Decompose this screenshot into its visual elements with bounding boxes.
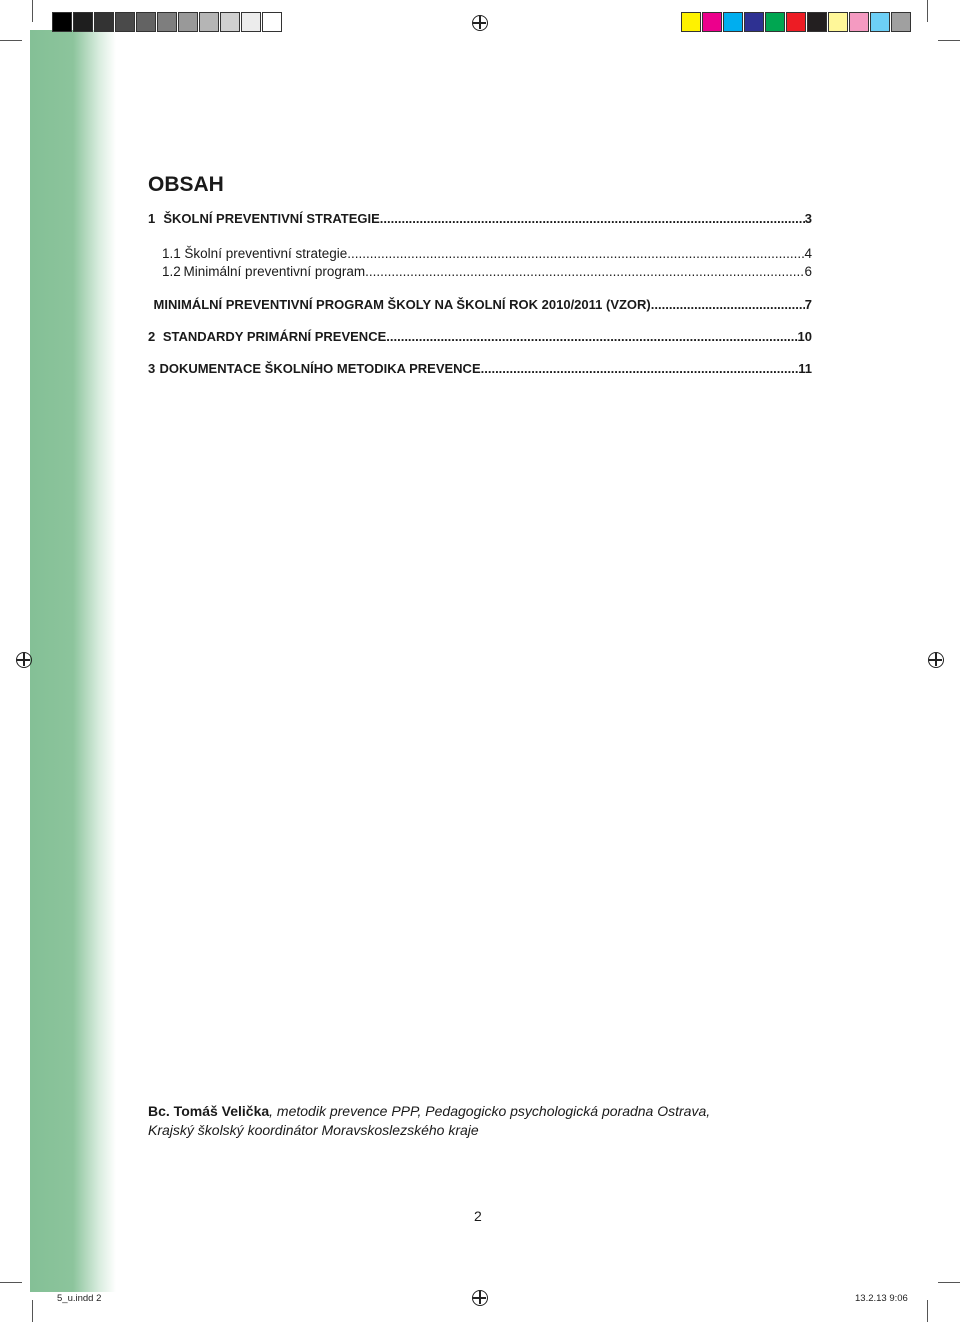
page-number: 2 [474, 1208, 482, 1224]
toc-leader-dots [365, 264, 804, 279]
color-swatch [52, 12, 72, 32]
color-swatch [157, 12, 177, 32]
toc-entry-number: 1 [148, 211, 156, 226]
toc-entry-text: STANDARDY PRIMÁRNÍ PREVENCE [162, 329, 387, 344]
color-swatch [199, 12, 219, 32]
crop-mark [938, 40, 960, 41]
author-role: , metodik prevence PPP, Pedagogicko psychologická poradna Ostrava, [269, 1103, 711, 1119]
toc-entry-page: 3 [804, 211, 812, 226]
toc-entry-page: 10 [797, 329, 812, 344]
crop-mark [927, 0, 928, 22]
registration-mark-icon [472, 15, 488, 31]
color-swatch [136, 12, 156, 32]
toc-leader-dots [347, 246, 804, 261]
color-swatch [870, 12, 890, 32]
author-credit [148, 1102, 788, 1140]
color-swatch [723, 12, 743, 32]
crop-mark [927, 1300, 928, 1322]
author-role-secondary: Krajský školský koordinátor Moravskoslezského kraje [148, 1122, 479, 1138]
color-swatch [849, 12, 869, 32]
color-swatch [786, 12, 806, 32]
color-swatch [241, 12, 261, 32]
toc-entry-page: 4 [804, 246, 812, 261]
process-color-bar [681, 12, 912, 32]
color-swatch [262, 12, 282, 32]
slug-date: 13.2.13 9:06 [855, 1293, 908, 1304]
toc-entry-page: 7 [804, 297, 812, 312]
toc-entry-text: Minimální preventivní program [183, 264, 366, 279]
toc-entry-text: Školní preventivní strategie [184, 246, 348, 261]
color-swatch [681, 12, 701, 32]
crop-mark [0, 1282, 22, 1283]
grayscale-color-bar [52, 12, 283, 32]
toc-leader-dots [386, 329, 797, 344]
toc-title: OBSAH [148, 173, 224, 196]
toc-entry-page: 11 [798, 361, 812, 376]
color-swatch [702, 12, 722, 32]
toc-leader-dots [481, 361, 799, 376]
toc-entry[interactable] [148, 361, 812, 376]
color-swatch [807, 12, 827, 32]
crop-mark [938, 1282, 960, 1283]
toc-entry-number: 1.2 [162, 264, 181, 279]
toc-entry-text: MINIMÁLNÍ PREVENTIVNÍ PROGRAM ŠKOLY NA ŠKOLNÍ ROK 2010/2011 (VZOR) [153, 297, 651, 312]
registration-mark-icon [472, 1290, 488, 1306]
crop-mark [32, 0, 33, 22]
toc-entry[interactable] [162, 246, 812, 261]
registration-mark-icon [16, 652, 32, 668]
color-swatch [178, 12, 198, 32]
decorative-side-bar [30, 30, 116, 1292]
color-swatch [73, 12, 93, 32]
color-swatch [115, 12, 135, 32]
toc-entry-page: 6 [804, 264, 812, 279]
toc-entry[interactable] [148, 329, 812, 344]
registration-mark-icon [928, 652, 944, 668]
toc-leader-dots [380, 211, 805, 226]
toc-entry-text: DOKUMENTACE ŠKOLNÍHO METODIKA PREVENCE [159, 361, 481, 376]
author-name: Bc. Tomáš Velička [148, 1103, 270, 1119]
toc-leader-dots [651, 297, 805, 312]
color-swatch [220, 12, 240, 32]
toc-entry[interactable] [148, 211, 812, 226]
crop-mark [0, 40, 22, 41]
toc-entry-number: 3 [148, 361, 156, 376]
crop-mark [32, 1300, 33, 1322]
color-swatch [765, 12, 785, 32]
color-swatch [94, 12, 114, 32]
color-swatch [828, 12, 848, 32]
toc-entry-number: 1.1 [162, 246, 181, 261]
toc-entry[interactable] [148, 297, 812, 312]
toc-entry-text: ŠKOLNÍ PREVENTIVNÍ STRATEGIE [163, 211, 380, 226]
slug-file-name: 5_u.indd 2 [57, 1293, 102, 1304]
color-swatch [891, 12, 911, 32]
color-swatch [744, 12, 764, 32]
toc-entry-number: 2 [148, 329, 156, 344]
toc-entry[interactable] [162, 264, 812, 279]
